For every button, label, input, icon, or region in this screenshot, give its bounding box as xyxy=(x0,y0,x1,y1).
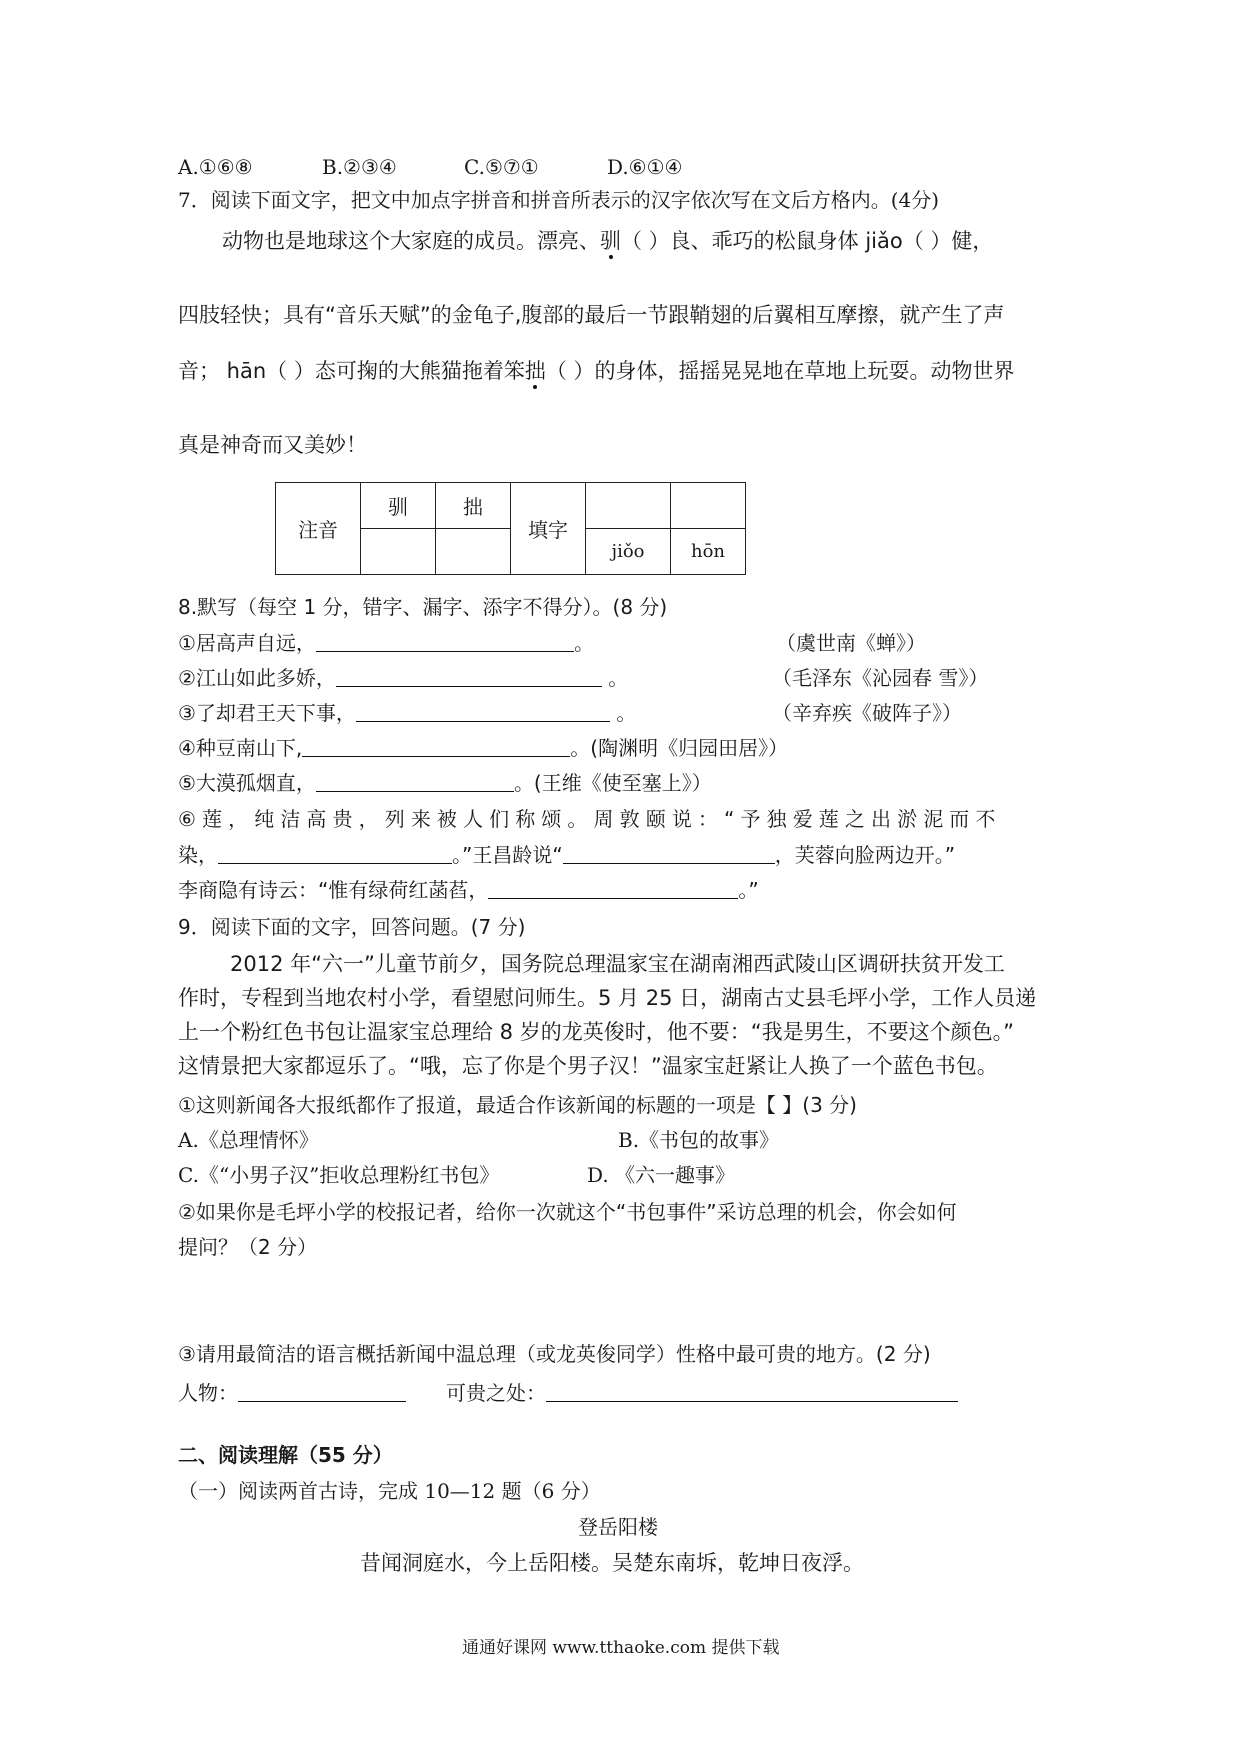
q8-item-4 xyxy=(178,735,788,761)
q9-option-c: C.《“小男子汉”拒收总理粉红书包》 xyxy=(178,1163,500,1187)
answer-blank-3[interactable] xyxy=(356,703,610,722)
answer-blank-2[interactable] xyxy=(336,668,602,687)
answer-blank-1[interactable] xyxy=(316,633,574,652)
q8-item-5 xyxy=(178,770,712,796)
q8-item-3-end: 。 xyxy=(616,701,637,725)
q6-option-b: B.②③④ xyxy=(322,155,397,179)
poem-line: 昔闻洞庭水，今上岳阳楼。吴楚东南坼，乾坤日夜浮。 xyxy=(360,1551,864,1575)
blank-cell-zhuo[interactable] xyxy=(436,529,511,575)
dotted-char-xun: 驯 xyxy=(600,229,621,253)
answer-blank-4[interactable] xyxy=(302,738,570,757)
q8-item-1-end: 。 xyxy=(573,631,594,655)
answer-blank-5[interactable] xyxy=(316,773,514,792)
footer-text: 通通好课网 www.tthaoke.com 提供下载 xyxy=(462,1638,780,1658)
q6-option-c: C.⑤⑦① xyxy=(464,155,539,179)
char-xun: 驯 xyxy=(361,483,436,529)
q8-item-6-furong: ，芙蓉向脸两边开。” xyxy=(774,843,956,867)
poem-title: 登岳阳楼 xyxy=(578,1515,658,1539)
q9-sub-3-answers xyxy=(178,1380,958,1406)
q7-p1b: （ ）良、乖巧的松鼠身体 jiǎo（ ）健， xyxy=(621,229,994,253)
section-2-title: 二、阅读理解（55 分） xyxy=(178,1443,393,1467)
q7-passage-line-2: 四肢轻快；具有“音乐天赋”的金龟子,腹部的最后一节跟鞘翅的后翼相互摩擦，就产生了声 xyxy=(178,303,1005,327)
q7-passage-line-3 xyxy=(178,358,1015,384)
q9-option-d: D. 《六一趣事》 xyxy=(587,1163,736,1187)
news-line-3: 上一个粉红色书包让温家宝总理给 8 岁的龙英俊时，他不要：“我是男生，不要这个颜色。” xyxy=(178,1020,1014,1044)
q8-item-4-text: ④种豆南山下, xyxy=(178,736,303,760)
q8-item-2 xyxy=(178,665,628,691)
q8-item-3 xyxy=(178,700,636,726)
section-2-sub: （一）阅读两首古诗，完成 10—12 题（6 分） xyxy=(178,1479,601,1503)
q9-sub-1: ①这则新闻各大报纸都作了报道，最适合作该新闻的标题的一项是【 】(3 分) xyxy=(178,1093,857,1117)
news-line-1: 2012 年“六一”儿童节前夕，国务院总理温家宝在湖南湘西武陵山区调研扶贫开发工 xyxy=(230,952,1005,976)
tianzi-label: 填字 xyxy=(511,483,586,575)
renwu-label: 人物： xyxy=(178,1381,238,1405)
renwu-blank[interactable] xyxy=(238,1383,406,1402)
q6-option-d: D.⑥①④ xyxy=(607,155,683,179)
q8-prompt: 8.默写（每空 1 分，错字、漏字、添字不得分）。(8 分) xyxy=(178,595,668,619)
q8-item-3-source: （辛弃疾《破阵子》） xyxy=(772,701,962,725)
q8-item-6-line-3 xyxy=(178,877,759,903)
pinyin-table xyxy=(275,482,746,575)
q8-item-5-text: ⑤大漠孤烟直， xyxy=(178,771,316,795)
q8-item-2-end: 。 xyxy=(608,666,629,690)
q8-item-6-ran: 染， xyxy=(178,843,218,867)
q9-option-b: B.《书包的故事》 xyxy=(618,1128,780,1152)
char-zhuo: 拙 xyxy=(436,483,511,529)
q8-item-6-wang: 。”王昌龄说“ xyxy=(452,843,563,867)
q6-option-a: A.①⑥⑧ xyxy=(178,155,253,179)
q9-sub-2-line-2: 提问？（2 分） xyxy=(178,1235,318,1259)
q8-item-5-end: 。(王维《使至塞上》） xyxy=(513,771,712,795)
q8-item-3-text: ③了却君王天下事， xyxy=(178,701,356,725)
q9-sub-2: ②如果你是毛坪小学的校报记者，给你一次就这个“书包事件”采访总理的机会，你会如何 xyxy=(178,1200,957,1224)
q8-item-4-end: 。(陶渊明《归园田居》） xyxy=(570,736,789,760)
q7-prompt: 7．阅读下面文字，把文中加点字拼音和拼音所表示的汉字依次写在文后方格内。(4分) xyxy=(178,188,940,212)
q8-item-6-li: 李商隐有诗云：“惟有绿荷红菡萏， xyxy=(178,878,489,902)
q8-item-1-source: （虞世南《蝉》） xyxy=(776,631,926,655)
q7-p3b: （ ）的身体，摇摇晃晃地在草地上玩耍。动物世界 xyxy=(545,359,1015,383)
blank-cell-xun[interactable] xyxy=(361,529,436,575)
q8-item-6-line-2 xyxy=(178,842,955,868)
q8-item-2-text: ②江山如此多娇， xyxy=(178,666,336,690)
blank-cell-jiao[interactable] xyxy=(586,483,671,529)
news-line-2: 作时，专程到当地农村小学，看望慰问师生。5 月 25 日，湖南古丈县毛坪小学，工作人员递 xyxy=(178,986,1037,1010)
kegui-blank[interactable] xyxy=(546,1383,958,1402)
dotted-char-zhuo: 拙 xyxy=(524,359,546,383)
q9-prompt: 9．阅读下面的文字，回答问题。(7 分) xyxy=(178,915,526,939)
answer-blank-7[interactable] xyxy=(563,845,775,864)
q7-passage-line-4: 真是神奇而又美妙！ xyxy=(178,433,367,457)
q7-p1a: 动物也是地球这个大家庭的成员。漂亮、 xyxy=(222,229,600,253)
kegui-label: 可贵之处： xyxy=(446,1381,546,1405)
q7-passage-line-1 xyxy=(222,228,993,254)
q7-p3a: 音； hān（ ）态可掬的大熊猫拖着笨 xyxy=(178,359,525,383)
news-line-4: 这情景把大家都逗乐了。“哦，忘了你是个男子汉！”温家宝赶紧让人换了一个蓝色书包。 xyxy=(178,1054,998,1078)
q8-item-6: ⑥莲，纯洁高贵，列来被人们称颂。周敦颐说：“予独爱莲之出淤泥而不 xyxy=(178,807,1002,831)
blank-cell-han[interactable] xyxy=(671,483,746,529)
q8-item-2-source: （毛泽东《沁园春 雪》） xyxy=(772,666,989,690)
pinyin-han: hōn xyxy=(671,529,746,575)
answer-blank-6[interactable] xyxy=(218,845,452,864)
q8-item-1-text: ①居高声自远， xyxy=(178,631,316,655)
q9-sub-3: ③请用最简洁的语言概括新闻中温总理（或龙英俊同学）性格中最可贵的地方。(2 分) xyxy=(178,1342,931,1366)
answer-blank-8[interactable] xyxy=(488,880,738,899)
q8-item-1 xyxy=(178,630,594,656)
zhuyin-label: 注音 xyxy=(276,483,361,575)
q9-option-a: A.《总理情怀》 xyxy=(178,1128,319,1152)
pinyin-jiao: jiǒo xyxy=(586,529,671,575)
q8-item-6-end: 。” xyxy=(738,878,759,902)
